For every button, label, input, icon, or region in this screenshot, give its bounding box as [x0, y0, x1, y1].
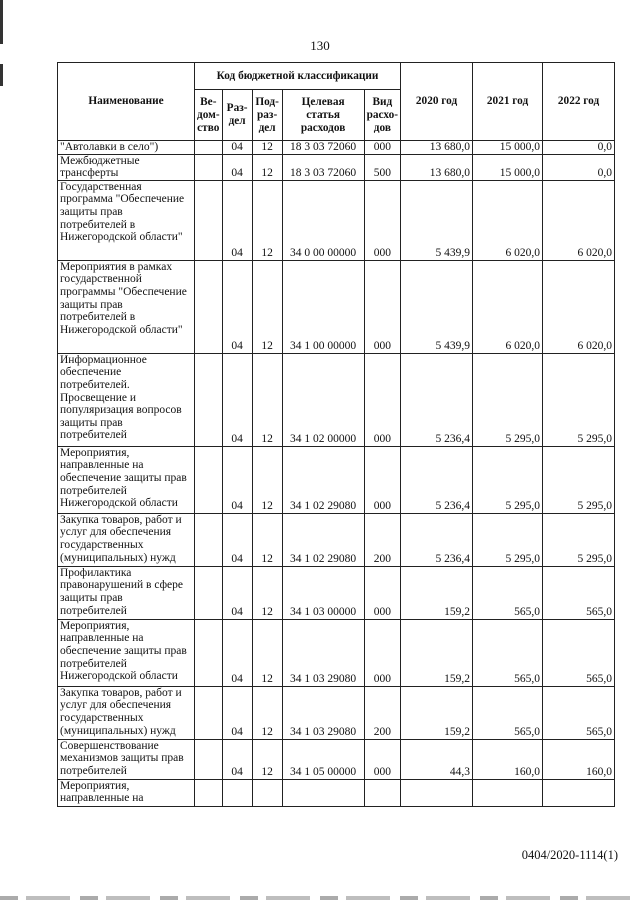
row-label: Информационное обеспечение потребителей. Просвещение и популяризация вопросов защиты прав потребителей [60, 353, 182, 442]
table-cell-vedomstvo [195, 260, 223, 353]
table-cell-2021: 5 295,0 [473, 446, 543, 513]
table-cell-vid-rashodov: 000 [364, 353, 400, 446]
table-cell-name [58, 446, 195, 513]
table-cell-podrazdel [252, 779, 282, 806]
table-cell-vid-rashodov: 000 [364, 260, 400, 353]
table-cell-2020: 5 439,9 [401, 260, 473, 353]
header-2021: 2021 год [473, 63, 543, 141]
page-number: 130 [310, 38, 330, 53]
table-cell-2022: 5 295,0 [543, 446, 615, 513]
table-row [58, 566, 615, 619]
table-cell-vedomstvo [195, 180, 223, 260]
table-cell-2020 [401, 779, 473, 806]
table-cell-celevaya-statya: 18 3 03 72060 [282, 154, 364, 180]
table-cell-2021 [473, 779, 543, 806]
table-cell-razdel: 04 [222, 686, 252, 739]
header-2020: 2020 год [401, 63, 473, 141]
table-cell-razdel: 04 [222, 154, 252, 180]
table-cell-vid-rashodov: 000 [364, 446, 400, 513]
table-cell-celevaya-statya: 18 3 03 72060 [282, 141, 364, 155]
table-row [58, 260, 615, 353]
table-body [58, 141, 615, 807]
table-cell-razdel: 04 [222, 513, 252, 566]
table-cell-name [58, 779, 195, 806]
row-label: Мероприятия, направленные на [60, 779, 144, 805]
table-cell-podrazdel: 12 [252, 260, 282, 353]
table-cell-razdel: 04 [222, 353, 252, 446]
table-cell-celevaya-statya: 34 1 00 00000 [282, 260, 364, 353]
table-cell-vedomstvo [195, 446, 223, 513]
table-cell-razdel: 04 [222, 566, 252, 619]
header-vedomstvo: Ве- дом- ство [195, 90, 223, 141]
table-cell-2022: 160,0 [543, 739, 615, 779]
table-cell-2020: 5 236,4 [401, 446, 473, 513]
table-cell-name [58, 154, 195, 180]
table-cell-name [58, 260, 195, 353]
table-cell-vedomstvo [195, 619, 223, 686]
row-label: Профилактика правонарушений в сфере защиты прав потребителей [60, 566, 183, 617]
table-cell-razdel: 04 [222, 446, 252, 513]
table-cell-vid-rashodov: 200 [364, 686, 400, 739]
table-cell-2022: 0,0 [543, 141, 615, 155]
table-cell-2021: 160,0 [473, 739, 543, 779]
table-cell-2022: 5 295,0 [543, 353, 615, 446]
table-cell-2022 [543, 779, 615, 806]
row-label: Мероприятия, направленные на обеспечение защиты прав потребителей Нижегородской области [60, 619, 187, 683]
table-cell-2021: 565,0 [473, 686, 543, 739]
table-cell-vedomstvo [195, 353, 223, 446]
table-cell-name [58, 141, 195, 155]
table-cell-name [58, 566, 195, 619]
table-row [58, 686, 615, 739]
table-cell-vedomstvo [195, 141, 223, 155]
table-row [58, 739, 615, 779]
header-name: Наименование [58, 63, 195, 141]
table-cell-vid-rashodov: 000 [364, 566, 400, 619]
table-cell-podrazdel: 12 [252, 446, 282, 513]
table-cell-2022: 6 020,0 [543, 180, 615, 260]
budget-table [57, 62, 615, 807]
row-label: Закупка товаров, работ и услуг для обеспечения государственных (муниципальных) нужд [60, 513, 182, 564]
table-cell-podrazdel: 12 [252, 566, 282, 619]
table-cell-name [58, 513, 195, 566]
header-podrazdel: Под- раз- дел [252, 90, 282, 141]
table-cell-2020: 13 680,0 [401, 154, 473, 180]
table-cell-podrazdel: 12 [252, 154, 282, 180]
row-label: "Автолавки в село") [60, 141, 159, 153]
table-cell-2020: 5 439,9 [401, 180, 473, 260]
table-row [58, 513, 615, 566]
table-cell-podrazdel: 12 [252, 513, 282, 566]
table-cell-celevaya-statya: 34 1 02 29080 [282, 513, 364, 566]
table-row [58, 141, 615, 155]
table-cell-celevaya-statya: 34 0 00 00000 [282, 180, 364, 260]
table-cell-vedomstvo [195, 686, 223, 739]
table-cell-2022: 565,0 [543, 619, 615, 686]
row-label: Совершенствование механизмов защиты прав потребителей [60, 739, 184, 777]
table-cell-2022: 5 295,0 [543, 513, 615, 566]
table-cell-vid-rashodov: 000 [364, 739, 400, 779]
table-cell-vedomstvo [195, 154, 223, 180]
header-2022: 2022 год [543, 63, 615, 141]
table-cell-podrazdel: 12 [252, 141, 282, 155]
header-celevaya-statya: Целевая статья расходов [282, 90, 364, 141]
table-cell-podrazdel: 12 [252, 686, 282, 739]
table-cell-podrazdel: 12 [252, 739, 282, 779]
table-row [58, 154, 615, 180]
table-cell-vedomstvo [195, 739, 223, 779]
row-label: Государственная программа "Обеспечение защиты прав потребителей в Нижегородской области" [60, 180, 185, 244]
table-cell-vid-rashodov: 500 [364, 154, 400, 180]
table-cell-2021: 565,0 [473, 619, 543, 686]
table-cell-podrazdel: 12 [252, 353, 282, 446]
table-cell-vedomstvo [195, 566, 223, 619]
table-cell-name [58, 619, 195, 686]
table-row [58, 180, 615, 260]
table-cell-razdel [222, 779, 252, 806]
table-cell-celevaya-statya: 34 1 03 29080 [282, 686, 364, 739]
table-cell-2020: 13 680,0 [401, 141, 473, 155]
table-row [58, 779, 615, 806]
table-cell-vid-rashodov: 000 [364, 141, 400, 155]
table-cell-2022: 565,0 [543, 566, 615, 619]
table-cell-razdel: 04 [222, 260, 252, 353]
table-cell-name [58, 353, 195, 446]
document-code: 0404/2020-1114(1) [521, 848, 618, 862]
binder-edge-mark [0, 64, 3, 86]
table-cell-podrazdel: 12 [252, 180, 282, 260]
table-cell-2020: 5 236,4 [401, 513, 473, 566]
row-label: Закупка товаров, работ и услуг для обеспечения государственных (муниципальных) нужд [60, 686, 182, 737]
table-cell-2021: 5 295,0 [473, 353, 543, 446]
table-cell-2022: 565,0 [543, 686, 615, 739]
table-cell-celevaya-statya: 34 1 03 00000 [282, 566, 364, 619]
row-label: Мероприятия, направленные на обеспечение защиты прав потребителей Нижегородской области [60, 446, 187, 510]
table-cell-celevaya-statya: 34 1 05 00000 [282, 739, 364, 779]
table-cell-vedomstvo [195, 513, 223, 566]
table-cell-vedomstvo [195, 779, 223, 806]
table-cell-podrazdel: 12 [252, 619, 282, 686]
table-cell-razdel: 04 [222, 739, 252, 779]
table-cell-2021: 565,0 [473, 566, 543, 619]
table-cell-2020: 159,2 [401, 619, 473, 686]
table-cell-vid-rashodov [364, 779, 400, 806]
table-cell-razdel: 04 [222, 619, 252, 686]
table-cell-2021: 15 000,0 [473, 141, 543, 155]
table-cell-2020: 5 236,4 [401, 353, 473, 446]
table-cell-2021: 5 295,0 [473, 513, 543, 566]
table-row [58, 619, 615, 686]
table-cell-name [58, 686, 195, 739]
table-cell-celevaya-statya [282, 779, 364, 806]
table-cell-razdel: 04 [222, 141, 252, 155]
table-cell-vid-rashodov: 000 [364, 619, 400, 686]
table-cell-vid-rashodov: 000 [364, 180, 400, 260]
row-label: Межбюджетные трансферты [60, 154, 140, 180]
header-budget-classification: Код бюджетной классификации [195, 63, 401, 90]
table-cell-2022: 0,0 [543, 154, 615, 180]
table-cell-celevaya-statya: 34 1 02 00000 [282, 353, 364, 446]
table-cell-name [58, 180, 195, 260]
header-vid-rashodov: Вид расхо- дов [364, 90, 400, 141]
table-cell-celevaya-statya: 34 1 03 29080 [282, 619, 364, 686]
table-cell-2020: 44,3 [401, 739, 473, 779]
header-razdel: Раз- дел [222, 90, 252, 141]
table-cell-2020: 159,2 [401, 686, 473, 739]
scan-edge-artifact [0, 896, 640, 900]
table-cell-2021: 6 020,0 [473, 180, 543, 260]
table-cell-razdel: 04 [222, 180, 252, 260]
table-cell-2020: 159,2 [401, 566, 473, 619]
table-cell-2021: 6 020,0 [473, 260, 543, 353]
table-cell-name [58, 739, 195, 779]
table-cell-2022: 6 020,0 [543, 260, 615, 353]
table-cell-2021: 15 000,0 [473, 154, 543, 180]
table-cell-vid-rashodov: 200 [364, 513, 400, 566]
table-row [58, 446, 615, 513]
table-row [58, 353, 615, 446]
table-cell-celevaya-statya: 34 1 02 29080 [282, 446, 364, 513]
row-label: Мероприятия в рамках государственной программы "Обеспечение защиты прав потребителей в Нижегородской области" [60, 260, 187, 336]
